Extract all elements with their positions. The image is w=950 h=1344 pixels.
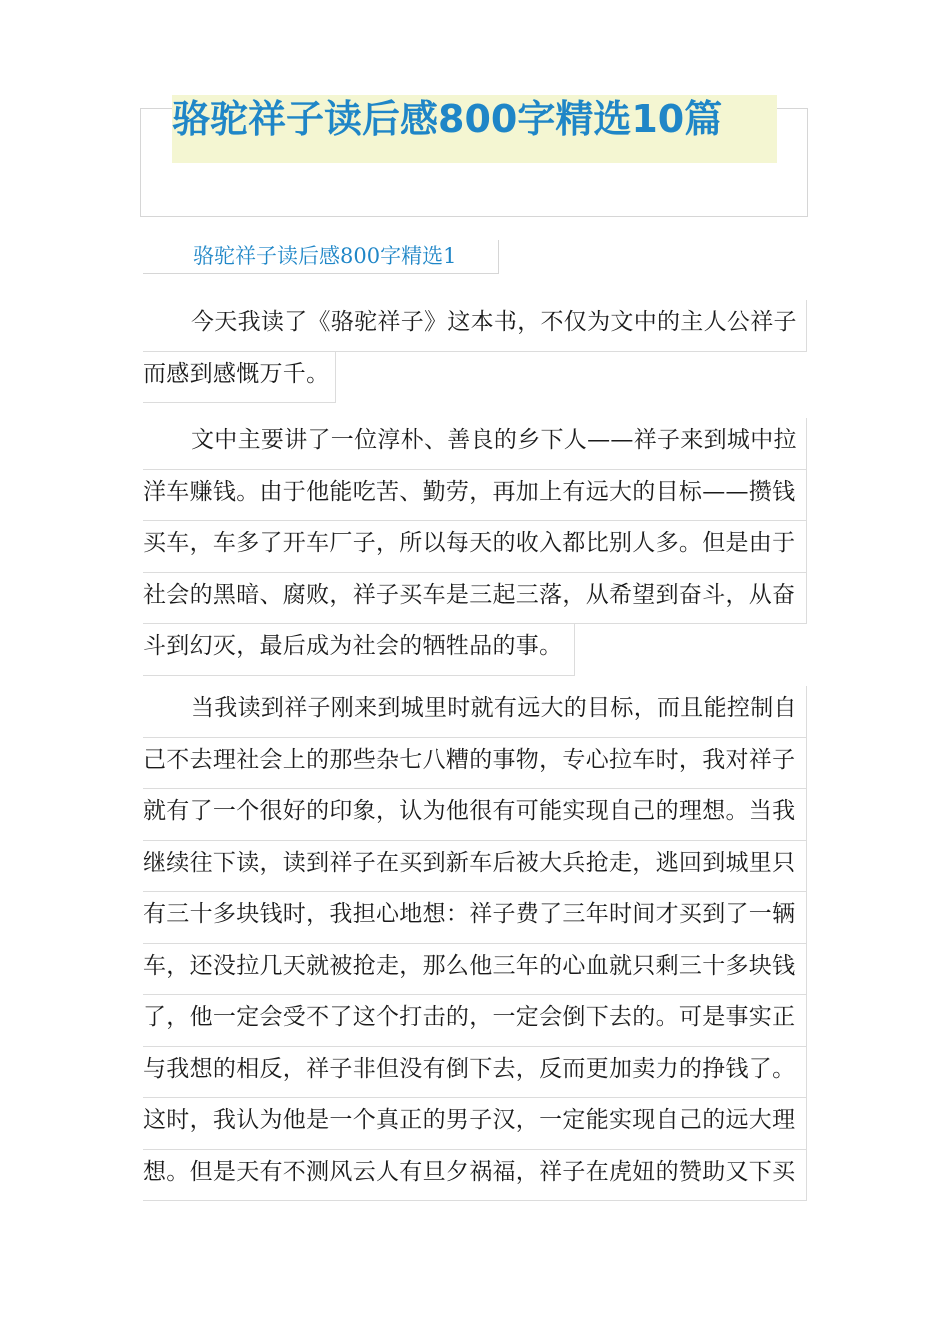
- paragraph-3: [143, 686, 813, 1201]
- text-line: 而感到感慨万千。: [143, 352, 336, 404]
- text-line: 买车，车多了开车厂子，所以每天的收入都比别人多。但是由于: [143, 521, 807, 573]
- text-line: 社会的黑暗、腐败，祥子买车是三起三落，从希望到奋斗，从奋: [143, 573, 807, 625]
- text-line: 这时，我认为他是一个真正的男子汉，一定能实现自己的远大理: [143, 1098, 807, 1150]
- paragraph-1: [143, 300, 813, 407]
- text-line: 有三十多块钱时，我担心地想：祥子费了三年时间才买到了一辆: [143, 892, 807, 944]
- text-line: 车，还没拉几天就被抢走，那么他三年的心血就只剩三十多块钱: [143, 944, 807, 996]
- text-line: 想。但是天有不测风云人有旦夕祸福，祥子在虎妞的赞助又下买: [143, 1150, 807, 1202]
- text-line: 当我读到祥子刚来到城里时就有远大的目标，而且能控制自: [143, 686, 807, 738]
- text-line: 洋车赚钱。由于他能吃苦、勤劳，再加上有远大的目标——攒钱: [143, 470, 807, 522]
- text-line: 了，他一定会受不了这个打击的，一定会倒下去的。可是事实正: [143, 995, 807, 1047]
- document-title: 骆驼祥子读后感800字精选10篇: [172, 97, 723, 141]
- text-line: 斗到幻灭，最后成为社会的牺牲品的事。: [143, 624, 575, 676]
- text-line: 文中主要讲了一位淳朴、善良的乡下人——祥子来到城中拉: [143, 418, 807, 470]
- text-line: 己不去理社会上的那些杂七八糟的事物，专心拉车时，我对祥子: [143, 738, 807, 790]
- section-heading: 骆驼祥子读后感800字精选1: [143, 240, 499, 274]
- text-line: 就有了一个很好的印象，认为他很有可能实现自己的理想。当我: [143, 789, 807, 841]
- text-line: 今天我读了《骆驼祥子》这本书，不仅为文中的主人公祥子: [143, 300, 807, 352]
- text-line: 与我想的相反，祥子非但没有倒下去，反而更加卖力的挣钱了。: [143, 1047, 807, 1099]
- text-line: 继续往下读，读到祥子在买到新车后被大兵抢走，逃回到城里只: [143, 841, 807, 893]
- paragraph-2: [143, 418, 813, 680]
